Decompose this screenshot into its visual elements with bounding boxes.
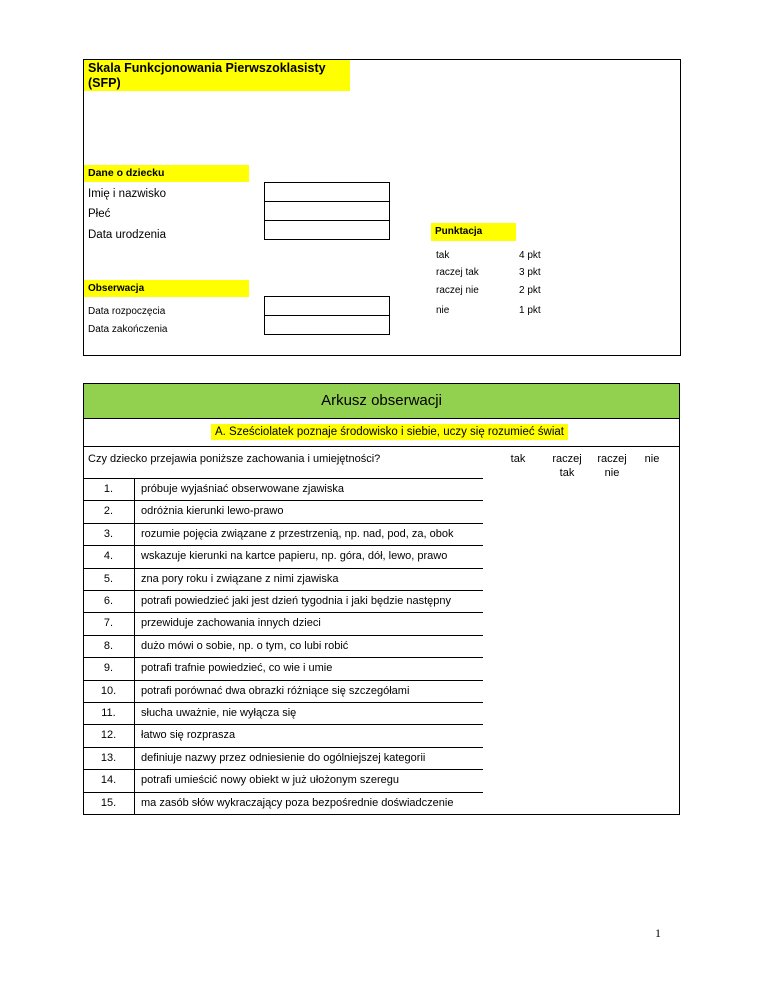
col-nie: nie: [644, 453, 660, 465]
scale-title: [84, 60, 350, 91]
item-number: 8.: [83, 636, 135, 657]
item-number: 6.: [83, 591, 135, 612]
item-text: próbuje wyjaśniać obserwowane zjawiska: [141, 483, 344, 495]
item-text: zna pory roku i związane z nimi zjawiska: [141, 572, 339, 585]
item-text: rozumie pojęcia związane z przestrzenią, np. nad, pod, za, obok: [141, 527, 454, 540]
item-number: 3.: [83, 524, 135, 545]
sex-label: Płeć: [88, 208, 111, 220]
scoring-points-3: 2 pkt: [519, 285, 541, 296]
item-text: łatwo się rozprasza: [141, 729, 236, 742]
col-raczej-tak-line2: tak: [559, 467, 575, 479]
scoring-points-4: 1 pkt: [519, 305, 541, 316]
item-number: 14.: [83, 770, 135, 791]
birth-label: Data urodzenia: [88, 229, 166, 241]
item-text: dużo mówi o sobie, np. o tym, co lubi robić: [141, 639, 349, 652]
scoring-answer-4: nie: [436, 305, 450, 316]
table-row: [83, 657, 483, 679]
table-bottom-line: [83, 814, 483, 815]
item-number: 13.: [83, 748, 135, 769]
item-text: potrafi umieścić nowy obiekt w już ułożonym szeregu: [141, 774, 400, 787]
item-text: przewiduje zachowania innych dzieci: [141, 617, 321, 630]
table-row: [83, 635, 483, 657]
scale-title-line1: Skala Funkcjonowania Pierwszoklasisty: [88, 61, 326, 75]
name-label: Imię i nazwisko: [88, 188, 166, 200]
scoring-answer-2: raczej tak: [436, 267, 479, 278]
col-raczej-nie-line2: nie: [604, 467, 620, 479]
item-number: 5.: [83, 569, 135, 590]
col-raczej-nie-line1: raczej: [597, 453, 627, 465]
item-text: potrafi trafnie powiedzieć, co wie i umie: [141, 662, 333, 675]
sex-field[interactable]: [264, 201, 390, 221]
table-row: [83, 702, 483, 724]
scoring-points-2: 3 pkt: [519, 267, 541, 278]
item-text: potrafi powiedzieć jaki jest dzień tygodnia i jaki będzie następny: [141, 595, 452, 607]
section-label: A. Sześciolatek poznaje środowisko i siebie, uczy się rozumieć świat: [211, 424, 568, 440]
birth-date-field[interactable]: [264, 220, 390, 240]
item-number: 10.: [83, 681, 135, 702]
scale-title-line2: (SFP): [88, 76, 121, 90]
scoring-answer-1: tak: [436, 250, 450, 261]
table-row: [83, 724, 483, 746]
table-row: [83, 769, 483, 791]
col-raczej-tak-line1: raczej: [552, 453, 582, 465]
item-number: 12.: [83, 725, 135, 746]
table-row: [83, 680, 483, 702]
end-date-field[interactable]: [264, 315, 390, 335]
table-row: [83, 747, 483, 769]
sheet-title: Arkusz obserwacji: [83, 383, 680, 419]
item-number: 11.: [83, 703, 135, 724]
col-tak: tak: [510, 453, 526, 465]
item-text: wskazuje kierunki na kartce papieru, np. góra, dół, lewo, prawo: [141, 550, 448, 563]
table-row: [83, 545, 483, 567]
item-text: odróżnia kierunki lewo-prawo: [141, 505, 284, 518]
page-number: 1: [655, 926, 661, 940]
item-number: 4.: [83, 546, 135, 567]
table-row: [83, 792, 483, 814]
table-row: [83, 523, 483, 545]
item-text: słucha uważnie, nie wyłącza się: [141, 707, 297, 719]
item-number: 1.: [83, 479, 135, 500]
table-row: [83, 612, 483, 634]
item-number: 15.: [83, 793, 135, 814]
table-row: [83, 478, 483, 500]
table-row: [83, 568, 483, 590]
scoring-points-1: 4 pkt: [519, 250, 541, 261]
col-raczej-nie: [592, 452, 632, 480]
scoring-answer-3: raczej nie: [436, 285, 479, 296]
name-field[interactable]: [264, 182, 390, 202]
table-row: [83, 590, 483, 612]
observation-heading: Obserwacja: [84, 280, 249, 297]
item-number: 7.: [83, 613, 135, 634]
item-number: 9.: [83, 658, 135, 679]
item-text: ma zasób słów wykraczający poza bezpośrednie doświadczenie: [141, 796, 454, 809]
scoring-heading: Punktacja: [431, 223, 516, 241]
item-text: definiuje nazwy przez odniesienie do ogólniejszej kategorii: [141, 751, 426, 764]
item-number: 2.: [83, 501, 135, 522]
end-date-label: Data zakończenia: [88, 324, 168, 335]
start-date-field[interactable]: [264, 296, 390, 316]
question-text: Czy dziecko przejawia poniższe zachowania i umiejętności?: [88, 453, 381, 465]
table-row: [83, 500, 483, 522]
col-raczej-tak: [547, 452, 587, 480]
item-text: potrafi porównać dwa obrazki różniące się szczegółami: [141, 684, 410, 697]
child-data-heading: Dane o dziecku: [84, 165, 249, 182]
start-date-label: Data rozpoczęcia: [88, 306, 166, 317]
